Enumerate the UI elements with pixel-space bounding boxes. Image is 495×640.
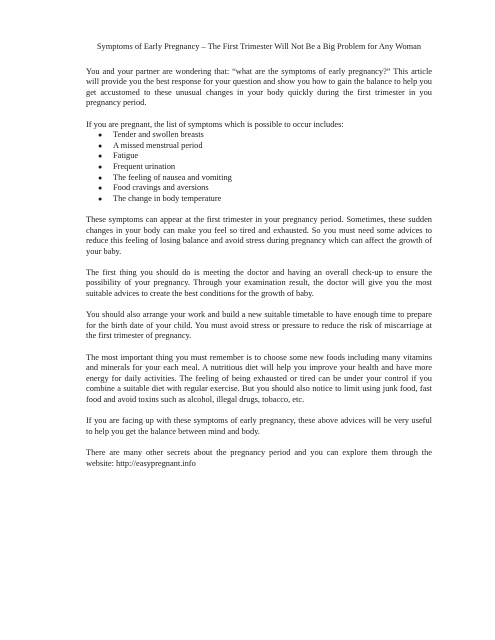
list-item (86, 151, 432, 162)
symptoms-list-intro: If you are pregnant, the list of symptoms which is possible to occur includes: (86, 119, 344, 129)
symptom-text: Frequent urination (113, 161, 176, 171)
symptoms-list (86, 130, 432, 204)
symptom-text: A missed menstrual period (113, 140, 203, 150)
list-item (86, 141, 432, 152)
bullet-icon: ● (98, 184, 103, 193)
bullet-icon: ● (98, 173, 103, 182)
symptom-text: The change in body temperature (113, 193, 222, 203)
closing-paragraph: There are many other secrets about the pregnancy period and you can explore them through the website: http://easypregnant.info (86, 447, 432, 468)
list-item (86, 183, 432, 194)
body-paragraph: If you are facing up with these symptoms of early pregnancy, these above advices will be very useful to help you get the balance between mind and body. (86, 416, 432, 436)
document-title: Symptoms of Early Pregnancy – The First Trimester Will Not Be a Big Problem for Any Woman (96, 42, 422, 51)
body-paragraph: These symptoms can appear at the first trimester in your pregnancy period. Sometimes, these sudden changes in your body can make you feel so tired and exhausted. So you must need some advices to reduce this feeling of losing balance and avoid stress during pregnancy which can affect the growth of your baby. (86, 214, 432, 256)
list-item (86, 173, 432, 184)
list-item (86, 130, 432, 141)
bullet-icon: ● (98, 194, 103, 203)
list-item (86, 194, 432, 205)
document-page (86, 42, 432, 480)
symptom-text: The feeling of nausea and vomiting (113, 172, 232, 182)
symptom-text: Fatigue (113, 151, 139, 161)
bullet-icon: ● (98, 131, 103, 140)
body-paragraph: The most important thing you must remember is to choose some new foods including many vitamins and minerals for your each meal. A nutritious diet will help you improve your health and have more energy for daily activities. The feeling of being exhausted or tired can be under your control if you combine a suitable diet with regular exercise. But you should also notice to limit using junk food, fast food and avoid toxins such as alcohol, illegal drugs, tobacco, etc. (86, 352, 432, 404)
body-paragraph: You should also arrange your work and build a new suitable timetable to have enough time to prepare for the birth date of your child. You must avoid stress or pressure to reduce the risk of miscarriage at the first trimester of pregnancy. (86, 310, 432, 341)
bullet-icon: ● (98, 152, 103, 161)
list-item (86, 162, 432, 173)
bullet-icon: ● (98, 162, 103, 171)
symptom-text: Tender and swollen breasts (113, 130, 204, 140)
bullet-icon: ● (98, 141, 103, 150)
intro-paragraph: You and your partner are wondering that: “what are the symptoms of early pregnancy?” This article will provide you the best response for your question and show you how to gain the balance to help you get accustomed to these unusual changes in your body quickly during the first trimester in you pregnancy period. (86, 66, 432, 108)
body-paragraph: The first thing you should do is meeting the doctor and having an overall check-up to ensure the possibility of your pregnancy. Through your examination result, the doctor will give you the most suitable advices to create the best conditions for the growth of baby. (86, 267, 432, 299)
symptom-text: Food cravings and aversions (113, 183, 209, 193)
